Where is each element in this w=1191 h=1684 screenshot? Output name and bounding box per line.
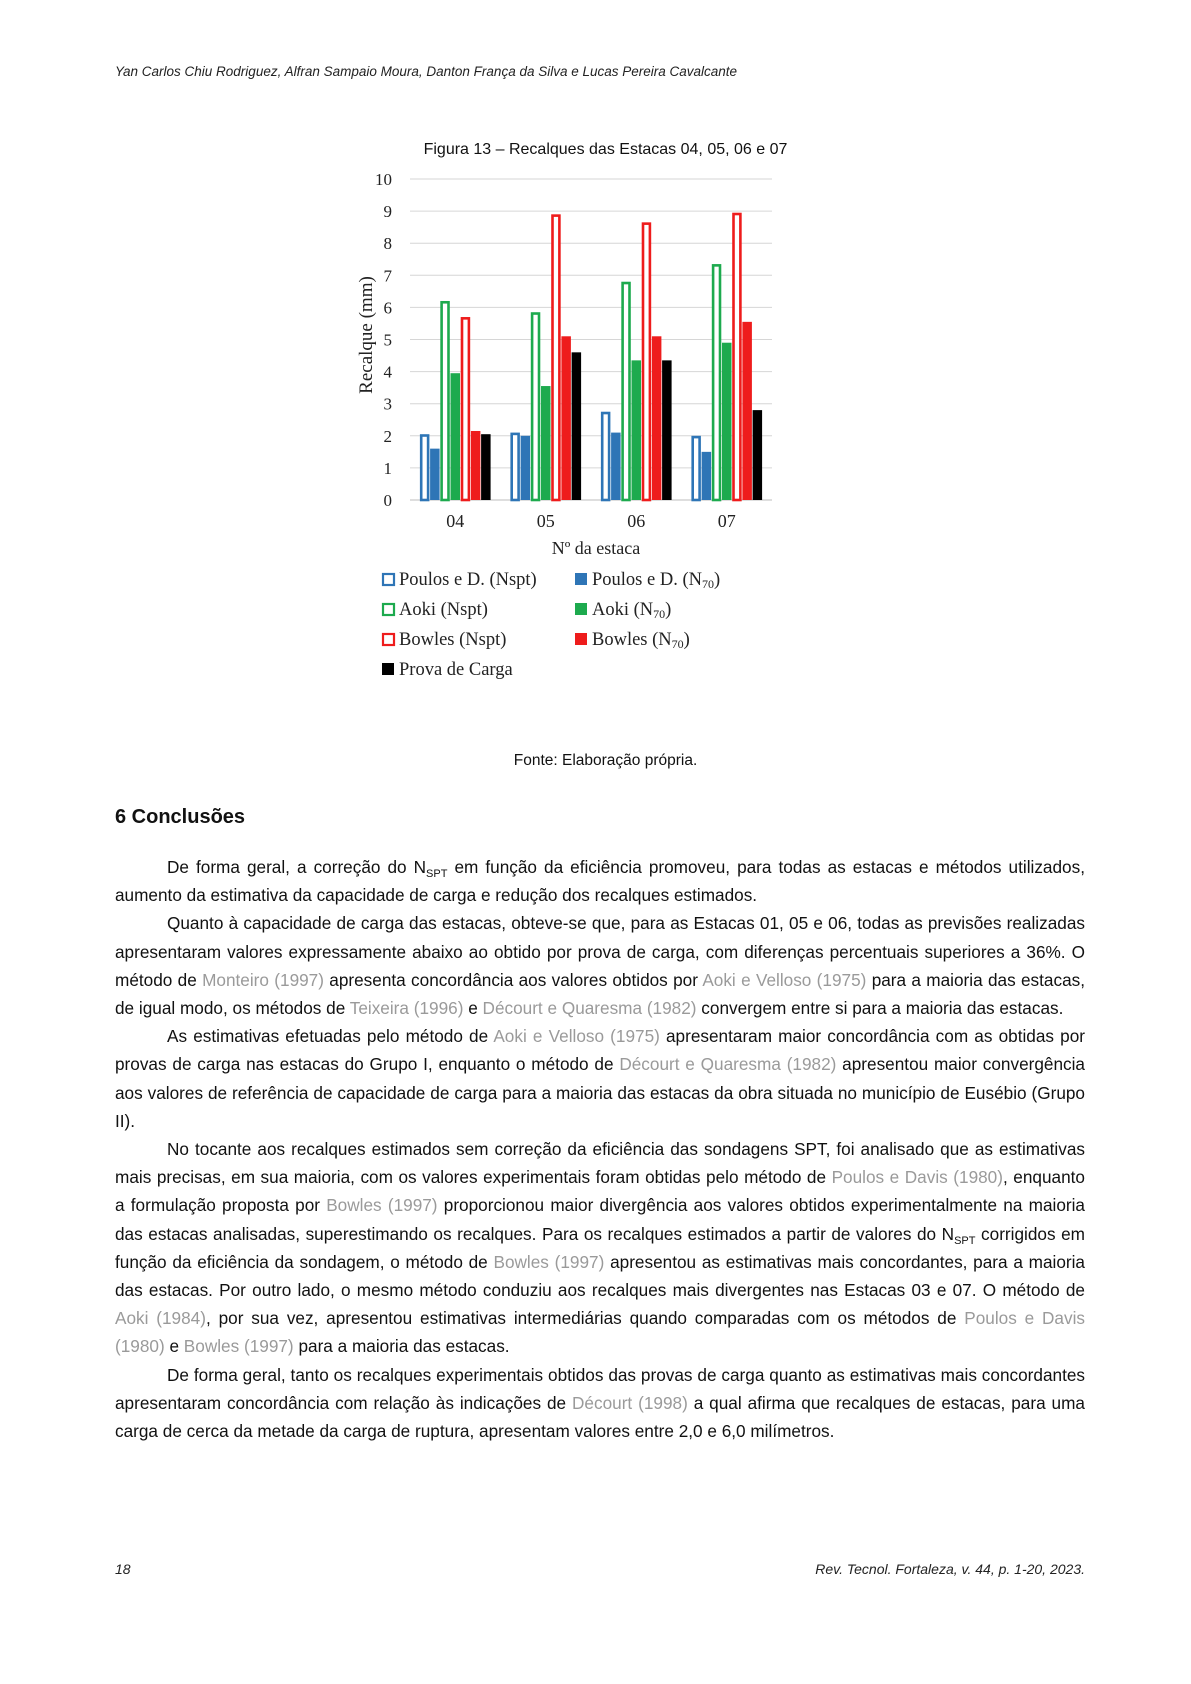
bar-prova-de-carga-07 bbox=[753, 410, 763, 500]
legend-swatch bbox=[382, 663, 394, 675]
y-tick-labels bbox=[375, 170, 393, 510]
bar-prova-de-carga-04 bbox=[481, 434, 491, 500]
bar-aoki-nspt--06 bbox=[623, 283, 630, 500]
y-tick-label: 0 bbox=[383, 491, 392, 510]
y-tick-label: 5 bbox=[383, 330, 392, 350]
y-tick-label: 8 bbox=[383, 234, 392, 254]
y-axis-label: Recalque (mm) bbox=[356, 276, 377, 394]
paragraph-5: De forma geral, tanto os recalques experimentais obtidos das provas de carga quanto as estimativas mais concordantes apresentaram concordância com relação às indicações de Décourt (1998) a qual afirma que recalques de estacas, para uma carga de cerca da metade da carga de ruptura, apresentam valores entre 2,0 e 6,0 milímetros. bbox=[115, 1364, 1085, 1442]
bar-aoki-nspt--07 bbox=[713, 265, 720, 500]
legend-label: Poulos e D. (N70) bbox=[592, 570, 721, 591]
x-tick-label: 04 bbox=[446, 511, 465, 531]
legend-swatch bbox=[383, 574, 394, 585]
legend-swatch bbox=[383, 604, 394, 615]
citation-link[interactable]: Décourt (1998) bbox=[572, 1392, 688, 1413]
chart-legend bbox=[382, 570, 720, 680]
y-tick-label: 4 bbox=[383, 362, 392, 382]
bar-bowles-n70--06 bbox=[652, 336, 662, 500]
bar-poulos-e-d-n70--05 bbox=[521, 436, 531, 500]
y-tick-label: 10 bbox=[375, 170, 392, 189]
bar-aoki-n70--04 bbox=[451, 373, 461, 500]
bar-bowles-nspt--05 bbox=[553, 216, 560, 500]
legend-label: Prova de Carga bbox=[399, 660, 513, 680]
y-tick-label: 9 bbox=[383, 202, 392, 222]
bar-prova-de-carga-06 bbox=[662, 360, 672, 500]
bar-aoki-n70--07 bbox=[722, 343, 732, 500]
citation-link[interactable]: Aoki e Velloso (1975) bbox=[493, 1026, 660, 1047]
legend-swatch bbox=[575, 603, 587, 615]
paragraph-3: As estimativas efetuadas pelo método de Aoki e Velloso (1975) apresentaram maior concordância com as obtidas por provas de carga nas estacas do Grupo I, enquanto o método de Décourt e Quaresma (1982) apresentou maior convergência aos valores de referência de capacidade de carga para a maioria das estacas da obra situada no município de Eusébio (Grupo II). bbox=[115, 1026, 1085, 1131]
bar-aoki-nspt--04 bbox=[442, 302, 449, 500]
paragraph-1: De forma geral, a correção do $N_{SPT}$ em função da eficiência promoveu, para todas as estacas e métodos utilizados, aumento da estimativa da capacidade de carga e redução dos recalques estimados. bbox=[115, 857, 1085, 906]
citation-link[interactable]: Poulos e Davis (1980) bbox=[831, 1167, 1003, 1188]
bar-aoki-nspt--05 bbox=[532, 314, 539, 500]
bar-bowles-nspt--06 bbox=[643, 224, 650, 500]
figure-source: Fonte: Elaboração própria. bbox=[513, 752, 698, 769]
x-tick-label: 07 bbox=[717, 511, 736, 531]
legend-label: Bowles (Nspt) bbox=[399, 630, 507, 650]
section-title: 6 Conclusões bbox=[115, 806, 246, 828]
bar-poulos-e-d-n70--04 bbox=[430, 449, 440, 500]
y-tick-label: 3 bbox=[383, 394, 392, 414]
citation-link[interactable]: Teixeira (1996) bbox=[349, 998, 464, 1019]
bar-poulos-e-d-nspt--07 bbox=[693, 437, 700, 500]
y-tick-label: 7 bbox=[383, 266, 392, 286]
legend-label: Aoki (Nspt) bbox=[399, 600, 488, 620]
citation-link[interactable]: Aoki e Velloso (1975) bbox=[702, 969, 867, 990]
journal-citation: Rev. Tecnol. Fortaleza, v. 44, p. 1-20, 2023. bbox=[815, 1561, 1085, 1577]
citation-link[interactable]: Poulos e Davis (1980) bbox=[115, 1308, 1086, 1357]
bar-bowles-nspt--04 bbox=[462, 318, 469, 500]
bar-poulos-e-d-nspt--04 bbox=[421, 435, 428, 500]
legend-swatch bbox=[575, 573, 587, 585]
legend-label: Poulos e D. (Nspt) bbox=[399, 570, 537, 590]
y-tick-label: 1 bbox=[383, 458, 392, 478]
x-axis-label: Nº da estaca bbox=[551, 538, 641, 558]
bar-prova-de-carga-05 bbox=[572, 352, 582, 500]
bar-bowles-nspt--07 bbox=[734, 214, 741, 500]
settlement-bar-chart bbox=[356, 165, 830, 745]
bar-poulos-e-d-nspt--05 bbox=[512, 434, 519, 500]
citation-link[interactable]: Bowles (1997) bbox=[493, 1251, 605, 1272]
figure-caption: Figura 13 – Recalques das Estacas 04, 05, 06 e 07 bbox=[423, 141, 788, 158]
bar-bowles-n70--05 bbox=[561, 336, 571, 500]
legend-label: Bowles (N70) bbox=[592, 630, 690, 651]
bar-poulos-e-d-n70--07 bbox=[702, 452, 712, 500]
citation-link[interactable]: Monteiro (1997) bbox=[202, 969, 324, 990]
paragraph-2: Quanto à capacidade de carga das estacas, obteve-se que, para as Estacas 01, 05 e 06, todas as previsões realizadas apresentaram valores expressamente abaixo ao obtido por prova de carga, com diferenças percentuais superiores a 36%. O método de Monteiro (1997) apresenta concordância aos valores obtidos por Aoki e Velloso (1975) para a maioria das estacas, de igual modo, os métodos de Teixeira (1996) e Décourt e Quaresma (1982) convergem entre si para a maioria das estacas. bbox=[115, 913, 1085, 1019]
legend-swatch bbox=[383, 634, 394, 645]
y-tick-label: 6 bbox=[383, 298, 392, 318]
citation-link[interactable]: Décourt e Quaresma (1982) bbox=[619, 1054, 837, 1075]
bar-bowles-n70--04 bbox=[471, 431, 481, 500]
bar-aoki-n70--05 bbox=[541, 386, 551, 500]
x-tick-labels bbox=[446, 511, 736, 531]
chart-bars bbox=[421, 214, 762, 500]
running-header: Yan Carlos Chiu Rodriguez, Alfran Sampaio Moura, Danton França da Silva e Lucas Pereira Cavalcante bbox=[115, 64, 738, 79]
paragraph-4: No tocante aos recalques estimados sem correção da eficiência das sondagens SPT, foi analisado que as estimativas mais precisas, em sua maioria, com os valores experimentais foram obtidas pelo método de Poulos e Davis (1980), enquanto a formulação proposta por Bowles (1997) proporcionou maior divergência aos valores obtidos experimentalmente na maioria das estacas analisadas, superestimando os recalques. Para os recalques estimados a partir de valores do $N_{SPT}$ corrigidos em função da eficiência da sondagem, o método de Bowles (1997) apresentou as estimativas mais concordantes, para a maioria das estacas. Por outro lado, o mesmo método conduziu aos recalques mais divergentes nas Estacas 03 e 07. O método de Aoki (1984), por sua vez, apresentou estimativas intermediárias quando comparadas com os métodos de Poulos e Davis (1980) e Bowles (1997) para a maioria das estacas. bbox=[115, 1139, 1086, 1357]
x-tick-label: 05 bbox=[536, 511, 555, 531]
bar-poulos-e-d-nspt--06 bbox=[602, 413, 609, 500]
citation-link[interactable]: Aoki (1984) bbox=[115, 1308, 206, 1329]
bar-bowles-n70--07 bbox=[742, 322, 752, 500]
bar-aoki-n70--06 bbox=[632, 360, 642, 500]
page-number: 18 bbox=[115, 1561, 131, 1577]
body-text bbox=[115, 853, 1085, 1445]
legend-swatch bbox=[575, 633, 587, 645]
legend-label: Aoki (N70) bbox=[592, 600, 672, 621]
x-tick-label: 06 bbox=[627, 511, 646, 531]
citation-link[interactable]: Décourt e Quaresma (1982) bbox=[482, 998, 697, 1019]
y-tick-label: 2 bbox=[383, 426, 392, 446]
citation-link[interactable]: Bowles (1997) bbox=[183, 1336, 294, 1357]
citation-link[interactable]: Bowles (1997) bbox=[326, 1195, 438, 1216]
bar-poulos-e-d-n70--06 bbox=[611, 433, 621, 500]
